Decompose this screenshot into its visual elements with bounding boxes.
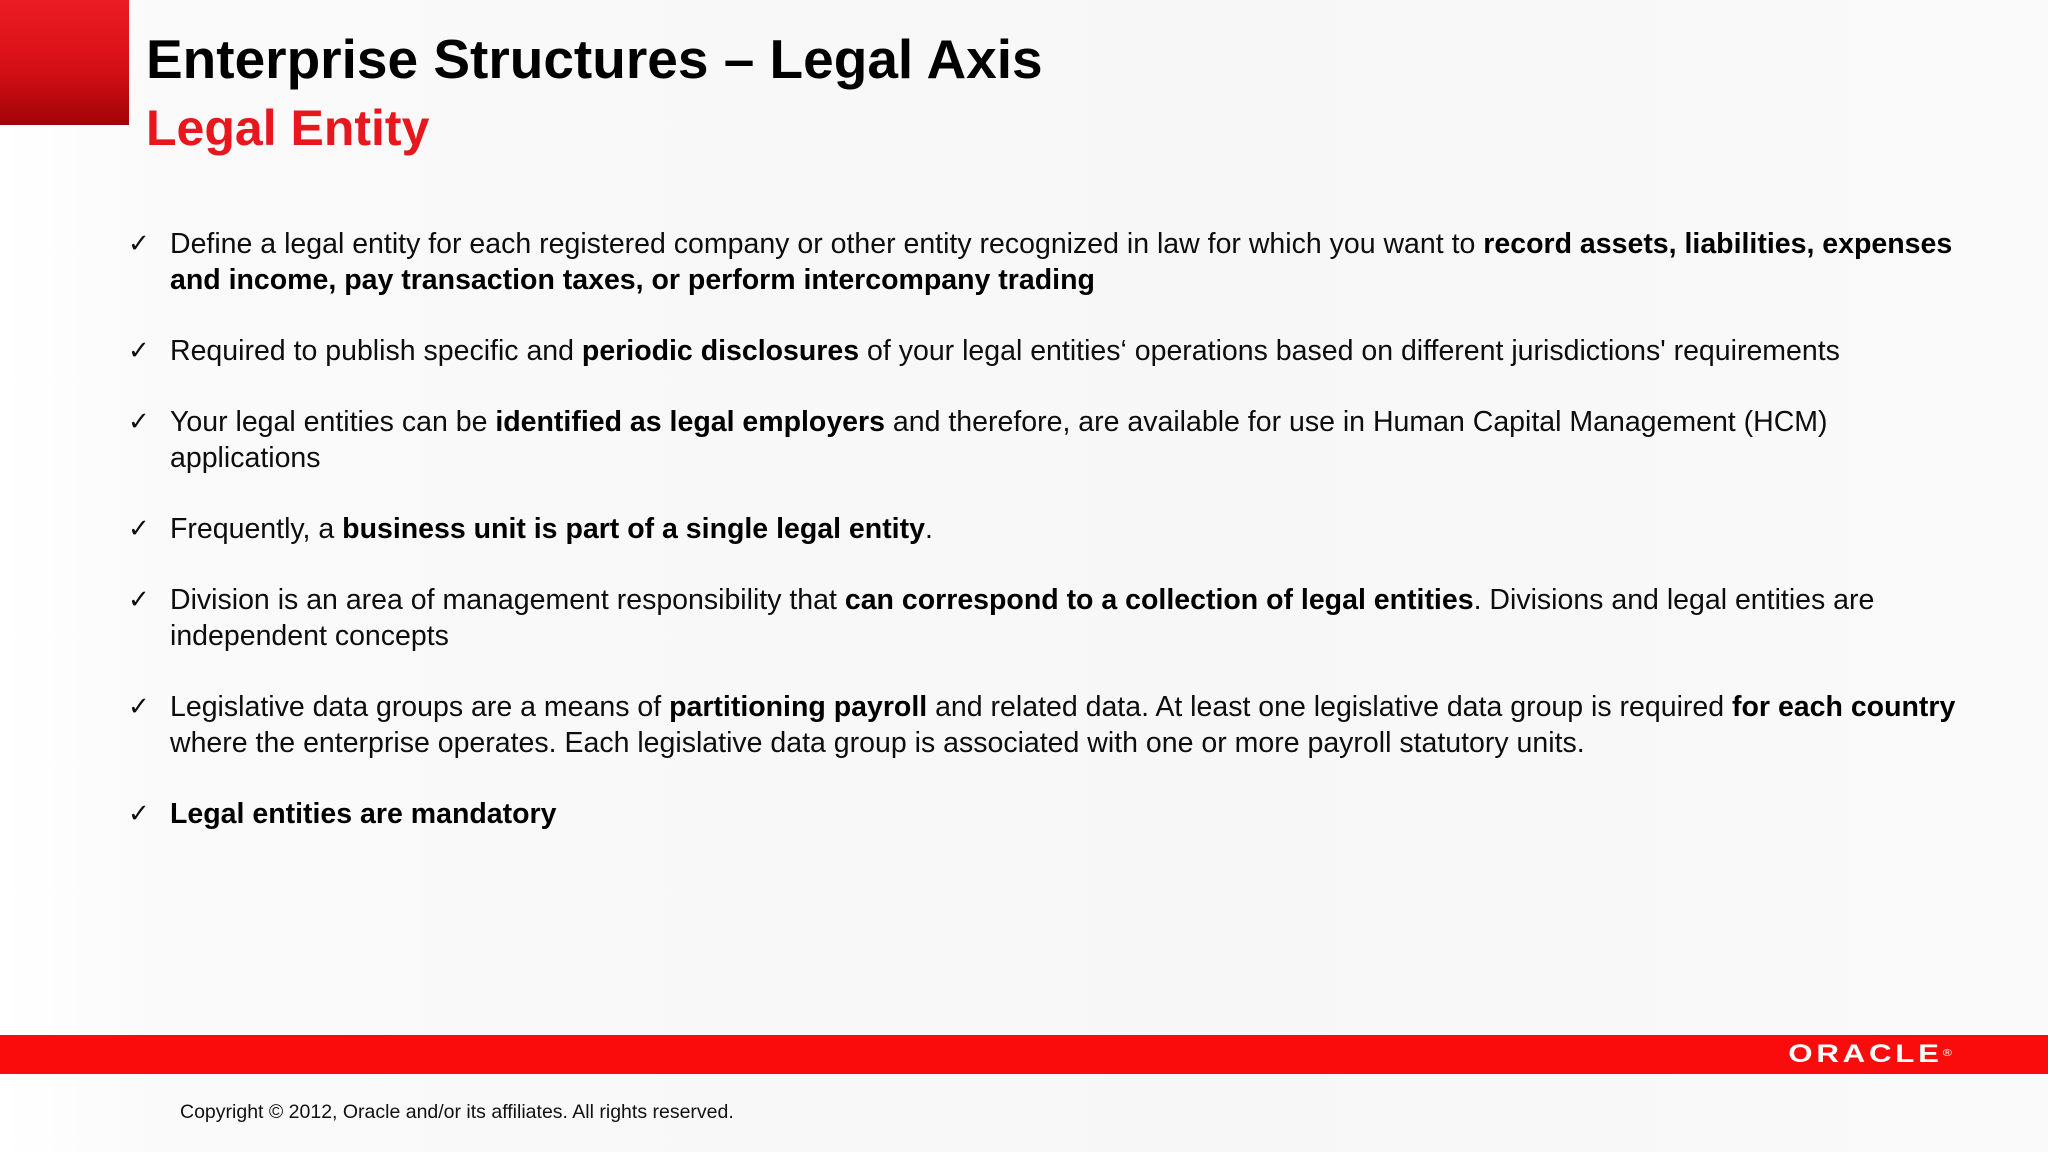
bullet-item xyxy=(128,511,1968,547)
oracle-logo-text: ORACLE xyxy=(1788,1040,1943,1068)
bullet-text xyxy=(170,691,1955,759)
bullet-text-bold: Legal entities are mandatory xyxy=(170,798,557,830)
bullet-text xyxy=(170,798,556,830)
checkmark-icon: ✓ xyxy=(128,407,150,437)
checkmark-icon: ✓ xyxy=(128,229,150,259)
bullet-item xyxy=(128,404,1968,476)
registered-mark: ® xyxy=(1942,1048,1952,1059)
bullet-text xyxy=(170,335,1840,367)
checkmark-icon: ✓ xyxy=(128,799,150,829)
bullet-text xyxy=(170,513,933,545)
bullet-item xyxy=(128,582,1968,654)
bullet-text-bold: can correspond to a collection of legal entities xyxy=(844,584,1474,616)
bullet-text-bold: periodic disclosures xyxy=(581,335,860,367)
bullet-text-segment: Frequently, a xyxy=(170,513,343,545)
oracle-logo xyxy=(1788,1039,1952,1069)
slide-subtitle: Legal Entity xyxy=(146,100,430,156)
bullet-text-segment: . Divisions and legal entities are independent concepts xyxy=(170,584,1875,652)
bullet-text-bold: record assets, liabilities, expenses and income, pay transaction taxes, or perform intercompany trading xyxy=(170,228,1953,296)
bullet-text xyxy=(170,228,1952,296)
checkmark-icon: ✓ xyxy=(128,692,150,722)
bullet-text-bold: partitioning payroll xyxy=(669,691,928,723)
bullet-text-segment: and related data. At least one legislative data group is required xyxy=(927,691,1733,723)
bullet-text-bold: for each country xyxy=(1732,691,1956,723)
bullet-text-bold: business unit is part of a single legal entity xyxy=(342,513,925,545)
bullet-item xyxy=(128,689,1968,761)
brand-corner-block xyxy=(0,0,129,125)
bullet-text-bold: identified as legal employers xyxy=(495,406,885,438)
footer-red-bar xyxy=(0,1035,2048,1074)
bullet-list xyxy=(128,226,1968,867)
bullet-item xyxy=(128,333,1968,369)
checkmark-icon: ✓ xyxy=(128,336,150,366)
bullet-text-segment: Division is an area of management responsibility that xyxy=(170,584,845,616)
bullet-item xyxy=(128,226,1968,298)
checkmark-icon: ✓ xyxy=(128,514,150,544)
bullet-text-segment: . xyxy=(924,513,933,545)
bullet-text-segment: Required to publish specific and xyxy=(170,335,582,367)
bullet-text-segment: where the enterprise operates. Each legislative data group is associated with one or more payroll statutory units. xyxy=(170,727,1585,759)
copyright-notice: Copyright © 2012, Oracle and/or its affiliates. All rights reserved. xyxy=(180,1101,734,1123)
slide-title: Enterprise Structures – Legal Axis xyxy=(146,28,1043,90)
bullet-text xyxy=(170,584,1874,652)
bullet-item xyxy=(128,796,1968,832)
bullet-text-segment: Your legal entities can be xyxy=(170,406,496,438)
bullet-text-segment: and therefore, are available for use in Human Capital Management (HCM) applications xyxy=(170,406,1828,474)
bullet-text-segment: of your legal entities‘ operations based on different jurisdictions' requirements xyxy=(859,335,1840,367)
bullet-text xyxy=(170,406,1828,474)
checkmark-icon: ✓ xyxy=(128,585,150,615)
bullet-text-segment: Define a legal entity for each registered company or other entity recognized in law for which you want to xyxy=(170,228,1484,260)
bullet-text-segment: Legislative data groups are a means of xyxy=(170,691,670,723)
